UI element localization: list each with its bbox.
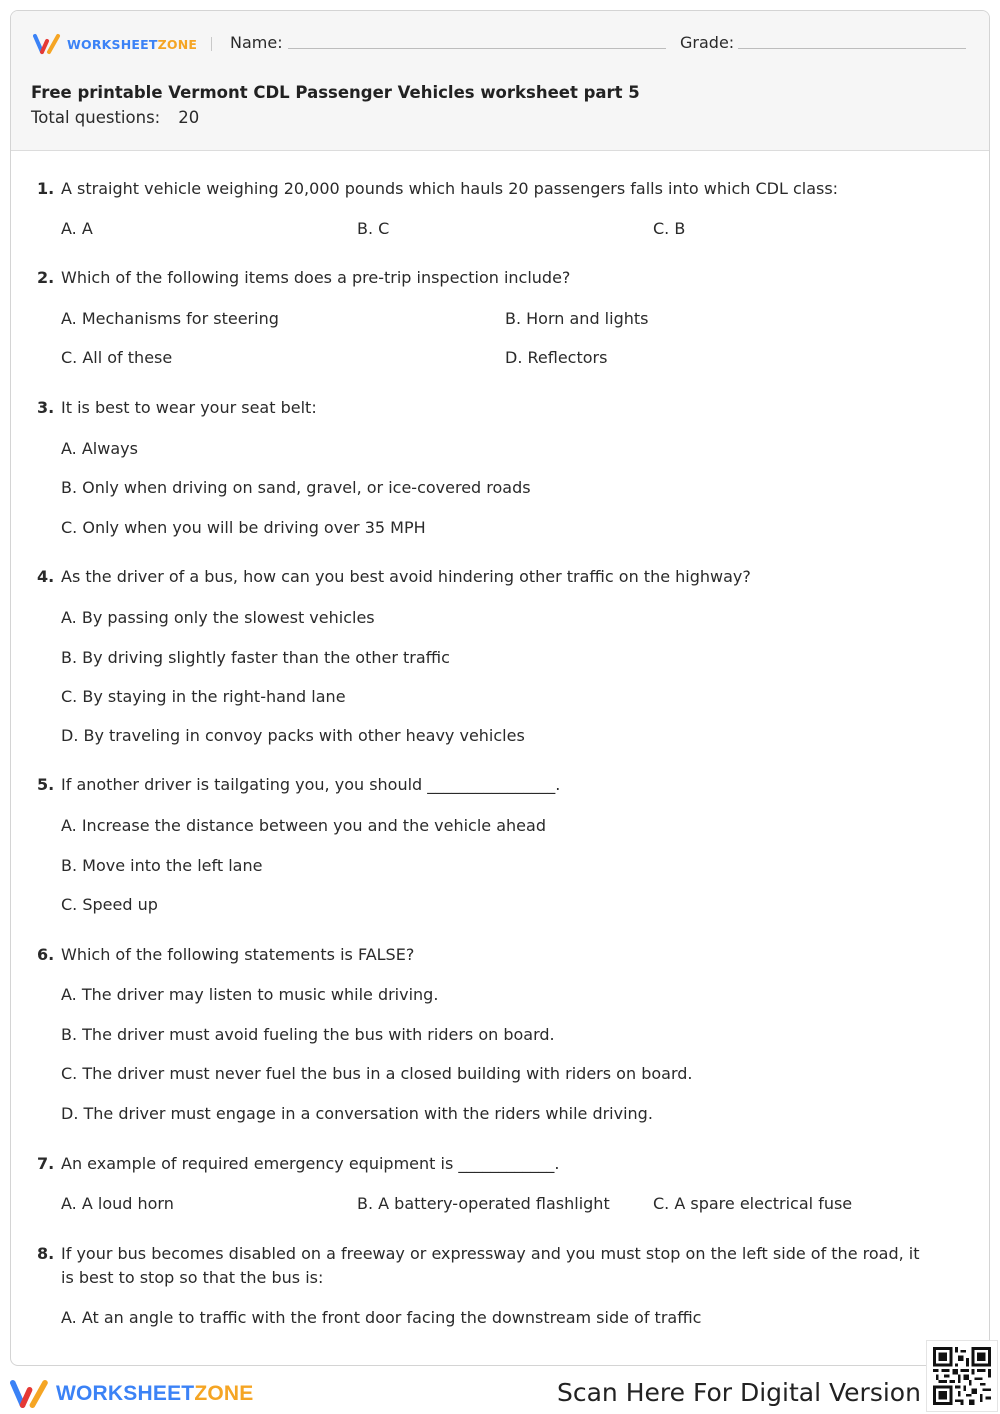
answer-option[interactable]: B. C [357, 219, 390, 238]
question-8 [37, 1242, 937, 1290]
question-text: A straight vehicle weighing 20,000 pounds which hauls 20 passengers falls into which CDL class: [61, 179, 839, 198]
question-5 [37, 773, 957, 797]
answer-option[interactable]: C. All of these [61, 348, 173, 367]
worksheetzone-logo-icon [33, 33, 63, 55]
answer-option[interactable]: A. A loud horn [61, 1194, 174, 1213]
name-field[interactable] [288, 48, 666, 49]
grade-field[interactable] [738, 48, 966, 49]
worksheet-title: Free printable Vermont CDL Passenger Vehicles worksheet part 5 [31, 83, 640, 102]
worksheet-page [10, 10, 990, 1366]
qr-code-icon [933, 1347, 991, 1405]
answer-option[interactable]: B. A battery-operated flashlight [357, 1194, 610, 1213]
question-number: 2. [37, 268, 55, 287]
question-text: Which of the following statements is FALSE? [61, 945, 415, 964]
question-number: 4. [37, 567, 55, 586]
answer-option[interactable]: C. A spare electrical fuse [653, 1194, 853, 1213]
question-text: An example of required emergency equipment is ____________. [61, 1154, 560, 1173]
question-text: As the driver of a bus, how can you best avoid hindering other traffic on the highway? [61, 567, 751, 586]
worksheet-header [11, 11, 989, 151]
question-number: 3. [37, 398, 55, 417]
question-number: 5. [37, 775, 55, 794]
question-number: 6. [37, 945, 55, 964]
question-number: 1. [37, 179, 55, 198]
answer-option[interactable]: C. The driver must never fuel the bus in a closed building with riders on board. [61, 1064, 693, 1083]
qr-code[interactable] [926, 1340, 998, 1412]
answer-option[interactable]: A. At an angle to traffic with the front door facing the downstream side of traffic [61, 1308, 702, 1327]
answer-option[interactable]: B. Horn and lights [505, 309, 649, 328]
answer-option[interactable]: A. Always [61, 439, 138, 458]
brand-name [67, 37, 197, 52]
question-7 [37, 1152, 957, 1176]
grade-label: Grade: [680, 33, 735, 52]
total-questions-value: 20 [178, 108, 200, 127]
name-label: Name: [230, 33, 283, 52]
question-6 [37, 943, 957, 967]
question-text: Which of the following items does a pre-trip inspection include? [61, 268, 571, 287]
answer-option[interactable]: B. Only when driving on sand, gravel, or ice-covered roads [61, 478, 531, 497]
answer-option[interactable]: A. The driver may listen to music while driving. [61, 985, 439, 1004]
answer-option[interactable]: A. Mechanisms for steering [61, 309, 279, 328]
question-text: If your bus becomes disabled on a freeway or expressway and you must stop on the left side of the road, it is best to stop so that the bus is: [61, 1244, 920, 1287]
total-questions [31, 108, 199, 127]
scan-prompt: Scan Here For Digital Version [557, 1378, 921, 1407]
brand-logo [33, 33, 226, 55]
question-2 [37, 266, 957, 290]
answer-option[interactable]: B. By driving slightly faster than the other traffic [61, 648, 450, 667]
question-4 [37, 565, 957, 589]
answer-option[interactable]: D. By traveling in convoy packs with other heavy vehicles [61, 726, 525, 745]
answer-option[interactable]: C. B [653, 219, 686, 238]
total-questions-label: Total questions: [31, 108, 161, 127]
question-number: 7. [37, 1154, 55, 1173]
answer-option[interactable]: C. Speed up [61, 895, 158, 914]
answer-option[interactable]: A. Increase the distance between you and the vehicle ahead [61, 816, 546, 835]
answer-option[interactable]: B. Move into the left lane [61, 856, 263, 875]
divider [211, 37, 212, 51]
brand-word-worksheet: WORKSHEET [67, 36, 158, 52]
answer-option[interactable]: D. The driver must engage in a conversation with the riders while driving. [61, 1104, 653, 1123]
question-text: It is best to wear your seat belt: [61, 398, 317, 417]
question-number: 8. [37, 1244, 55, 1263]
footer-brand-name [56, 1382, 253, 1406]
worksheetzone-logo-icon [10, 1378, 52, 1410]
answer-option[interactable]: A. By passing only the slowest vehicles [61, 608, 375, 627]
question-1 [37, 177, 957, 201]
footer-brand-logo [10, 1378, 253, 1410]
brand-word-worksheet: WORKSHEET [56, 1382, 195, 1405]
answer-option[interactable]: C. Only when you will be driving over 35 MPH [61, 518, 426, 537]
question-text: If another driver is tailgating you, you should ________________. [61, 775, 561, 794]
question-3 [37, 396, 957, 420]
answer-option[interactable]: D. Reflectors [505, 348, 608, 367]
answer-option[interactable]: B. The driver must avoid fueling the bus with riders on board. [61, 1025, 555, 1044]
brand-word-zone: ZONE [194, 1382, 254, 1405]
answer-option[interactable]: A. A [61, 219, 93, 238]
answer-option[interactable]: C. By staying in the right-hand lane [61, 687, 346, 706]
brand-word-zone: ZONE [157, 36, 198, 52]
